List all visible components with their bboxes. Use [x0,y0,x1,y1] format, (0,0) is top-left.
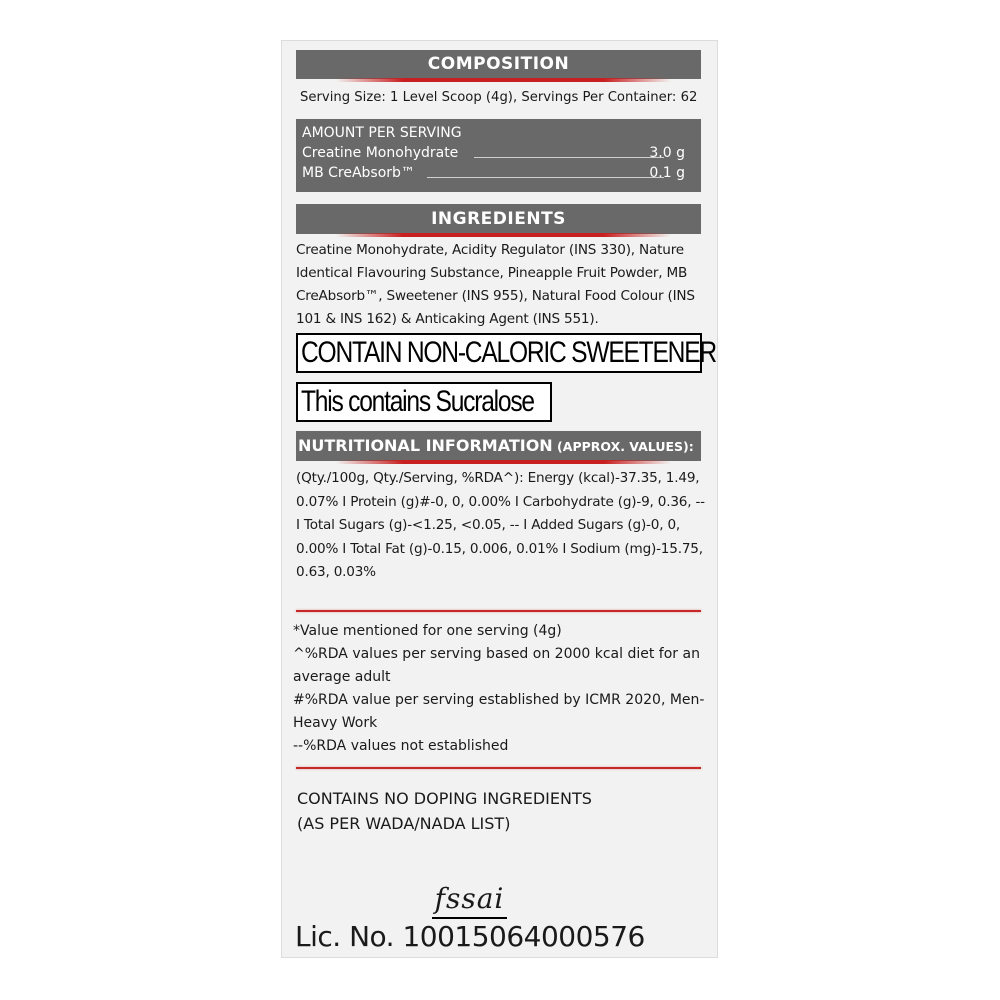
amount-title: AMOUNT PER SERVING [302,125,462,141]
non-caloric-sweetener-warning [296,333,716,373]
license-number: Lic. No. 10015064000576 [295,920,645,953]
nutrition-header-main: NUTRITIONAL INFORMATION [298,436,553,455]
doping-line-2: (AS PER WADA/NADA LIST) [297,814,511,833]
footnote: *Value mentioned for one serving (4g) [293,623,562,639]
composition-row [302,143,695,163]
ingredients-header: INGREDIENTS [296,204,701,234]
label-panel [281,40,718,958]
footnote: --%RDA values not established [293,738,509,754]
footnote: #%RDA value per serving established by ICMR 2020, Men-Heavy Work [293,692,705,731]
composition-row [302,163,695,183]
sucralose-warning [296,382,552,422]
dotted-leader [474,157,664,158]
divider [296,767,701,769]
nutrition-header-sub: (APPROX. VALUES): [552,439,694,454]
nutrition-text: (Qty./100g, Qty./Serving, %RDA^): Energy (kcal)-37.35, 1.49, 0.07% I Protein (g)#-0, 0, 0.00% I Carbohydrate (g)-9, 0.36, -- I Total Sugars (g)-<1.25, <0.05, -- I Added Sugars (g)-0, 0, 0.00% I Total Fat (g)-0.15, 0.006, 0.01% I Sodium (mg)-15.75, 0.63, 0.03% [296,470,705,580]
doping-line-1: CONTAINS NO DOPING INGREDIENTS [297,789,592,808]
composition-item-name: Creatine Monohydrate [302,145,459,161]
composition-item-value: 0.1 g [649,165,685,181]
composition-item-name: MB CreAbsorb™ [302,165,415,181]
warning-text: CONTAIN NON-CALORIC SWEETENER [301,336,716,369]
composition-item-value: 3.0 g [649,145,685,161]
amount-per-serving-box [296,119,701,192]
footnote: ^%RDA values per serving based on 2000 kcal diet for an average adult [293,646,700,685]
footnotes [293,620,708,758]
warning-text: This contains Sucralose [301,385,534,418]
serving-info: Serving Size: 1 Level Scoop (4g), Servings Per Container: 62 [300,90,698,105]
dotted-leader [427,177,664,178]
divider [296,610,701,612]
ingredients-text: Creatine Monohydrate, Acidity Regulator (INS 330), Nature Identical Flavouring Substance, Pineapple Fruit Powder, MB CreAbsorb™, Sweetener (INS 955), Natural Food Colour (INS 101 & INS 162) & Anticaking Agent (INS 551). [296,242,695,327]
fssai-logo-icon: fssai [432,883,507,919]
nutrition-header [296,431,701,461]
composition-header: COMPOSITION [296,50,701,79]
doping-statement [297,786,592,836]
